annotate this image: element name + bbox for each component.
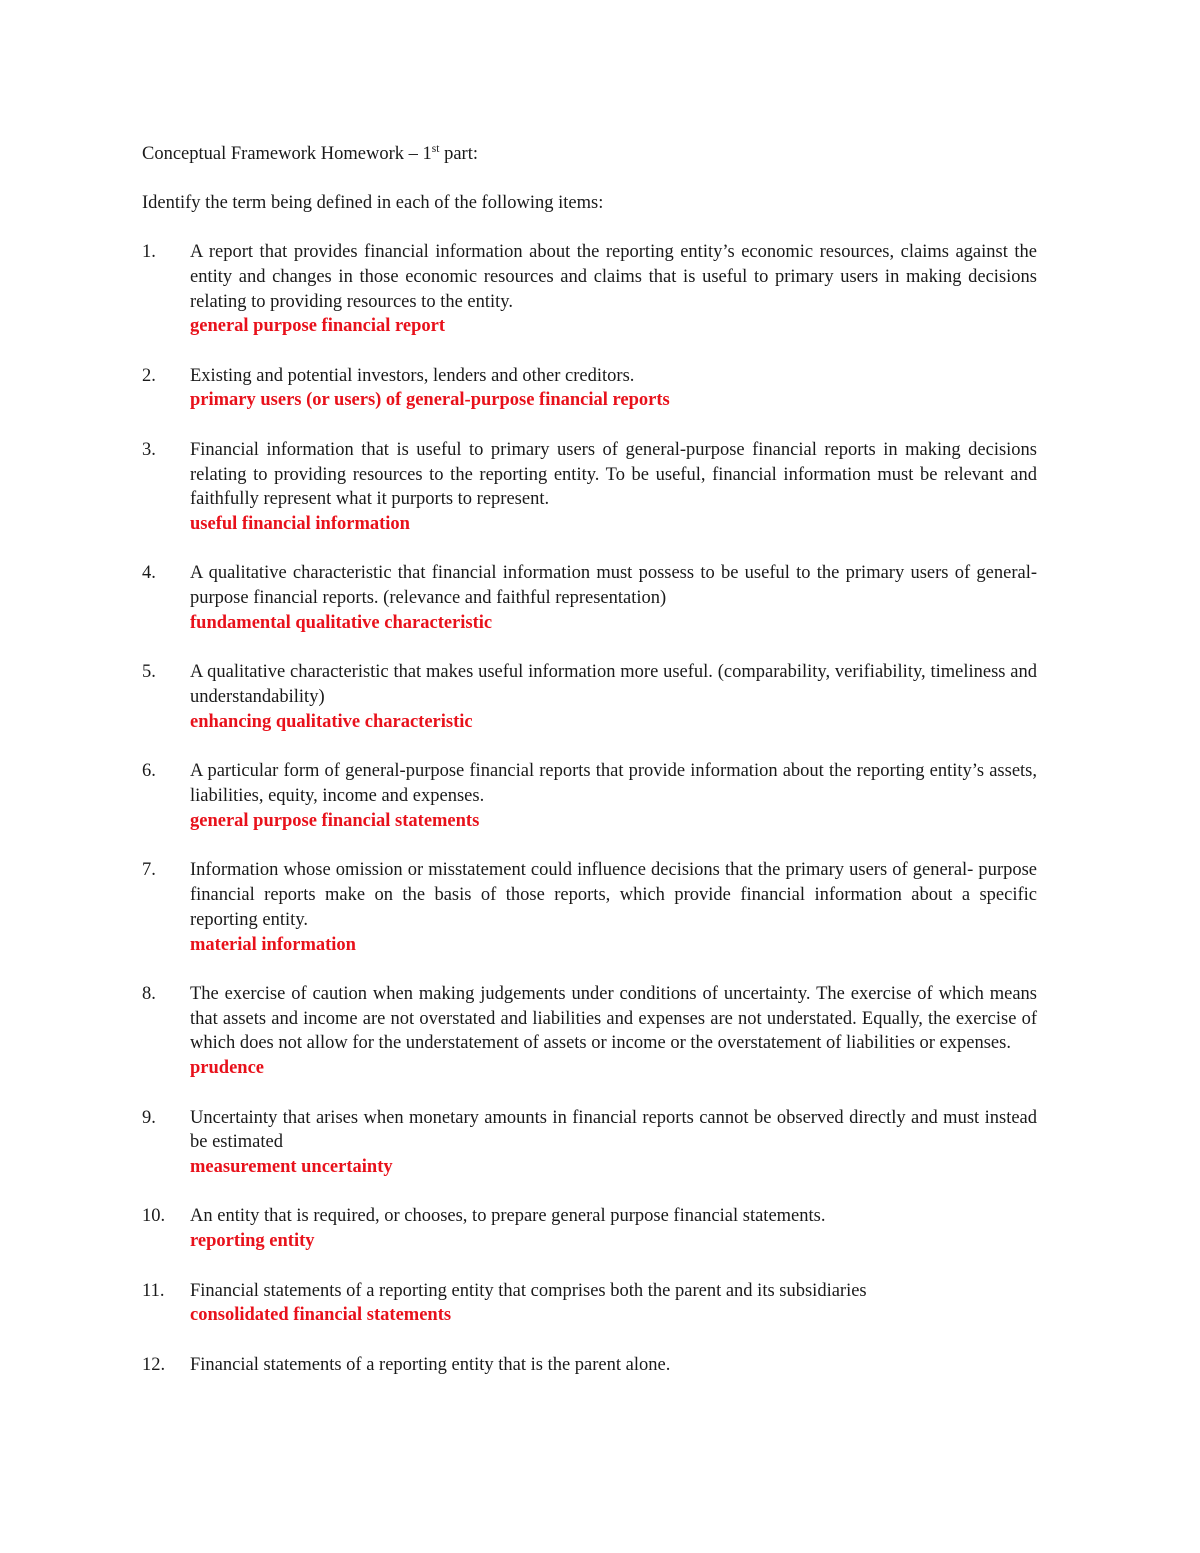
list-item (142, 240, 1037, 339)
item-number: 8. (142, 983, 156, 1004)
list-item (142, 1106, 1037, 1180)
item-answer: useful financial information (190, 514, 410, 535)
item-definition: An entity that is required, or chooses, to prepare general purpose financial statements. (190, 1206, 826, 1227)
item-answer: general purpose financial report (190, 316, 446, 337)
item-answer: consolidated financial statements (190, 1305, 452, 1326)
title-text: Conceptual Framework Homework – 1 (142, 144, 432, 164)
item-number: 1. (142, 242, 156, 262)
list-item (142, 438, 1037, 537)
item-number: 3. (142, 439, 156, 460)
item-body (190, 858, 1037, 957)
item-definition: The exercise of caution when making judgements under conditions of uncertainty. The exercise of which means that assets and income are not overstated and liabilities and expenses are not understated. Equally, the exercise of which does not allow for the understatement of assets or income or the overstatement of liabilities or expenses. (190, 983, 1037, 1054)
title-suffix: part: (439, 144, 478, 164)
item-number: 11. (142, 1280, 165, 1301)
list-item (142, 1353, 1037, 1378)
item-definition: Uncertainty that arises when monetary amounts in financial reports cannot be observed directly and must instead be estimated (190, 1107, 1037, 1153)
item-answer: enhancing qualitative characteristic (190, 711, 473, 732)
item-number: 5. (142, 662, 156, 683)
item-answer: primary users (or users) of general-purpose financial reports (190, 390, 670, 411)
item-number: 12. (142, 1354, 166, 1375)
instruction-text: Identify the term being defined in each of the following items: (142, 193, 604, 213)
item-number: 10. (142, 1206, 166, 1227)
item-body (190, 982, 1037, 1081)
list-item (142, 759, 1037, 833)
item-definition: A qualitative characteristic that makes useful information more useful. (comparability, verifiability, timeliness and understandability) (190, 662, 1037, 708)
item-body (190, 1106, 1037, 1180)
item-definition: Financial statements of a reporting entity that is the parent alone. (190, 1354, 671, 1375)
item-body (190, 1279, 1037, 1329)
item-definition: Information whose omission or misstatement could influence decisions that the primary users of general- purpose financial reports make on the basis of those reports, which provide financial information about a specific reporting entity. (190, 860, 1037, 930)
item-number: 7. (142, 860, 156, 881)
item-body (190, 1353, 1037, 1378)
item-number: 6. (142, 761, 156, 782)
item-number: 2. (142, 365, 156, 386)
item-body (190, 660, 1037, 734)
document-title (142, 142, 1037, 167)
item-answer: material information (190, 934, 356, 955)
item-definition: A report that provides financial information about the reporting entity’s economic resources, claims against the entity and changes in those economic resources and claims that is useful to primary users in making decisions relating to providing resources to the entity. (190, 242, 1037, 312)
list-item (142, 1204, 1037, 1254)
item-body (190, 364, 1037, 414)
item-definition: A qualitative characteristic that financial information must possess to be useful to the primary users of general-purpose financial reports. (relevance and faithful representation) (190, 563, 1037, 609)
items-list (142, 240, 1037, 1377)
item-body (190, 240, 1037, 339)
list-item (142, 858, 1037, 957)
list-item (142, 561, 1037, 635)
item-definition: A particular form of general-purpose financial reports that provide information about the reporting entity’s assets, liabilities, equity, income and expenses. (190, 761, 1037, 807)
title-superscript: st (431, 143, 440, 155)
list-item (142, 660, 1037, 734)
list-item (142, 982, 1037, 1081)
item-body (190, 759, 1037, 833)
item-body (190, 561, 1037, 635)
item-answer: fundamental qualitative characteristic (190, 613, 493, 634)
item-definition: Financial statements of a reporting entity that comprises both the parent and its subsidiaries (190, 1280, 867, 1301)
item-body (190, 438, 1037, 537)
item-definition: Financial information that is useful to primary users of general-purpose financial reports in making decisions relating to providing resources to the reporting entity. To be useful, financial information must be relevant and faithfully represent what it purports to represent. (190, 439, 1037, 510)
item-answer: measurement uncertainty (190, 1157, 393, 1178)
item-answer: reporting entity (190, 1231, 315, 1252)
item-number: 9. (142, 1107, 156, 1128)
item-definition: Existing and potential investors, lenders and other creditors. (190, 365, 635, 386)
list-item (142, 364, 1037, 414)
item-body (190, 1204, 1037, 1254)
list-item (142, 1279, 1037, 1329)
item-number: 4. (142, 563, 156, 584)
item-answer: prudence (190, 1058, 264, 1079)
item-answer: general purpose financial statements (190, 810, 480, 831)
